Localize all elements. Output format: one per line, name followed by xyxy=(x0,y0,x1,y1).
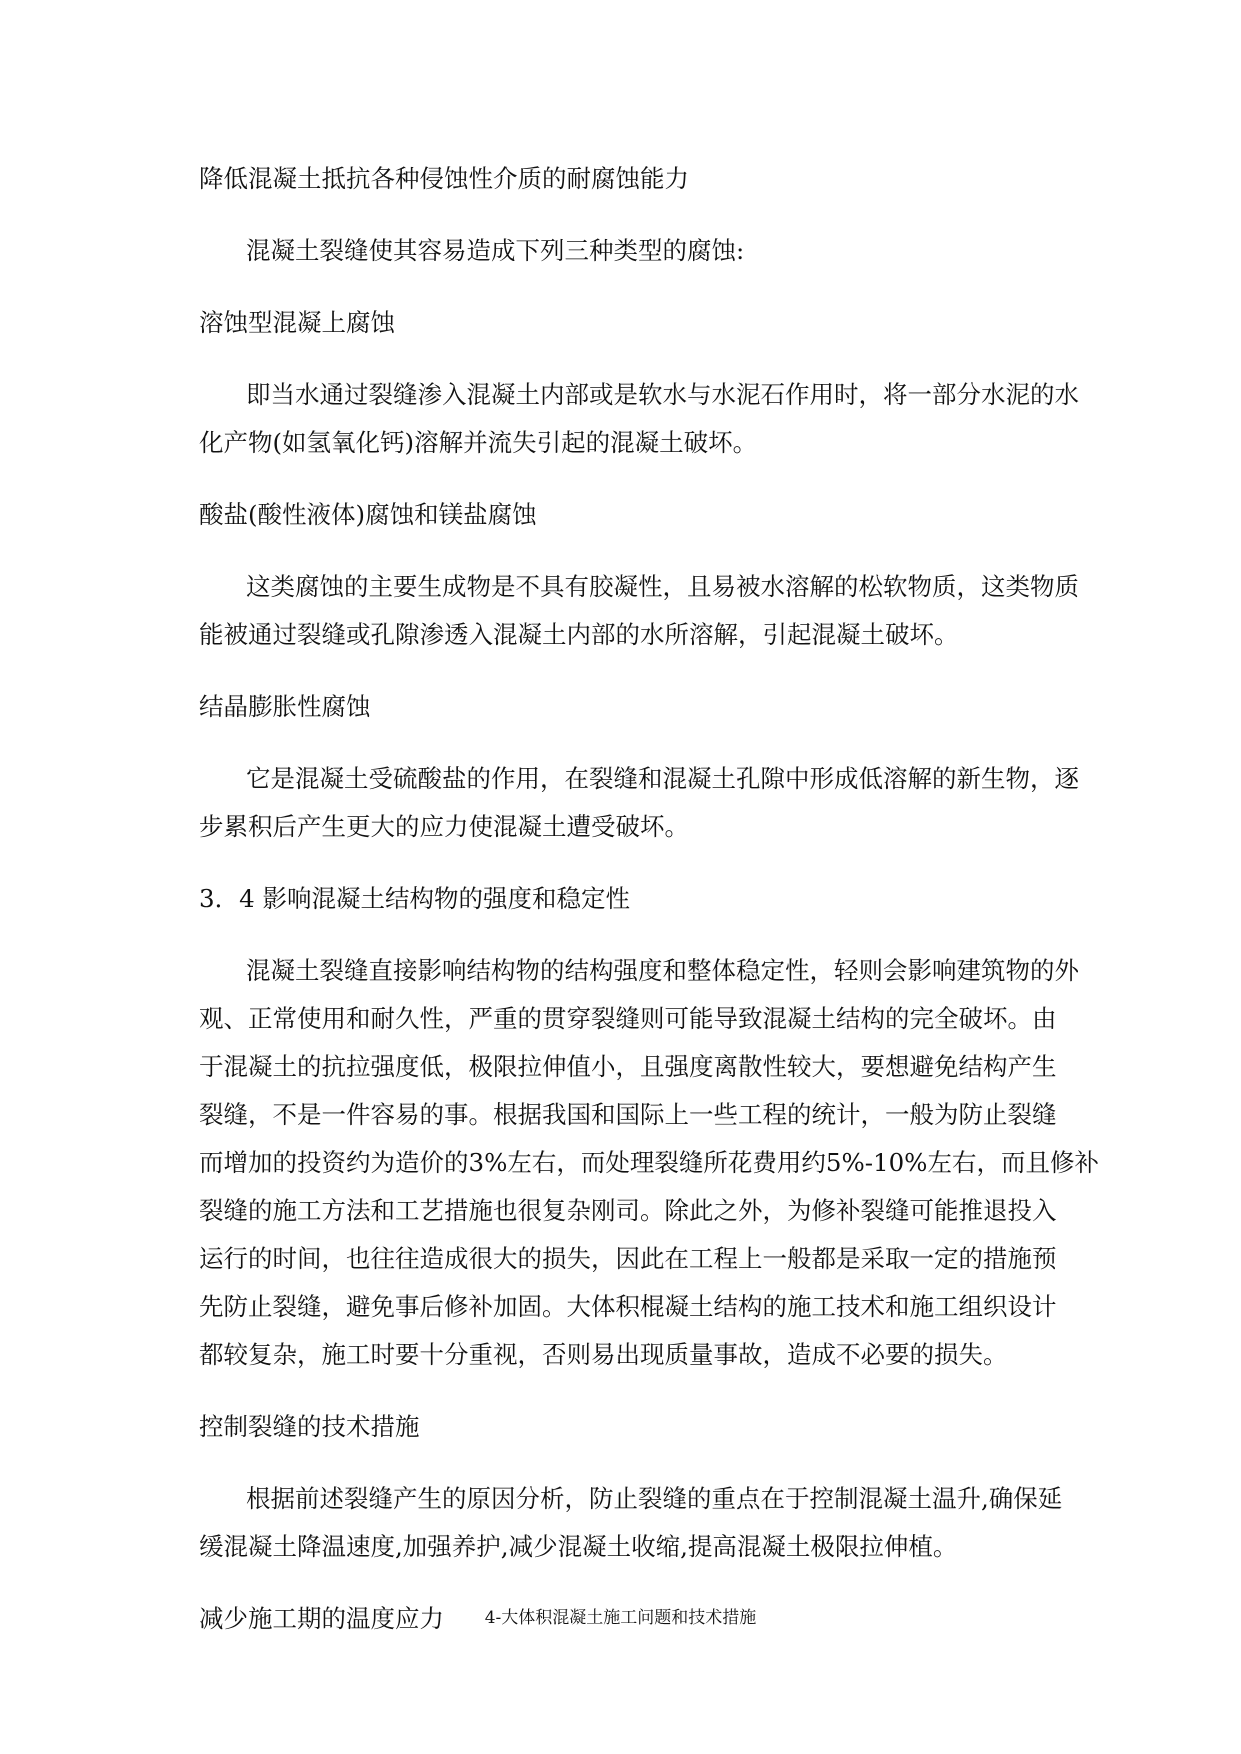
paragraph-line: 混凝土裂缝直接影响结构物的结构强度和整体稳定性，轻则会影响建筑物的外 xyxy=(246,956,1079,985)
page-footer: 4-大体积混凝土施工问题和技术措施 xyxy=(484,1608,757,1628)
paragraph-line: 它是混凝土受硫酸盐的作用，在裂缝和混凝土孔隙中形成低溶解的新生物，逐 xyxy=(246,764,1079,793)
paragraph-line: 于混凝土的抗拉强度低，极限拉伸值小，且强度离散性较大，要想避免结构产生 xyxy=(199,1052,1057,1081)
paragraph-line: 根据前述裂缝产生的原因分析，防止裂缝的重点在于控制混凝土温升,确保延 xyxy=(246,1484,1063,1513)
paragraph-line: 步累积后产生更大的应力使混凝土遭受破坏。 xyxy=(199,812,689,841)
section-heading: 结晶膨胀性腐蚀 xyxy=(199,692,371,721)
paragraph-line: 能被通过裂缝或孔隙渗透入混凝土内部的水所溶解，引起混凝土破坏。 xyxy=(199,620,959,649)
section-heading: 酸盐(酸性液体)腐蚀和镁盐腐蚀 xyxy=(199,500,537,529)
section-heading: 减少施工期的温度应力 xyxy=(199,1604,444,1633)
paragraph-line: 都较复杂，施工时要十分重视，否则易出现质量事故，造成不必要的损失。 xyxy=(199,1340,1008,1369)
paragraph-line: 即当水通过裂缝渗入混凝土内部或是软水与水泥石作用时，将一部分水泥的水 xyxy=(246,380,1079,409)
section-heading: 溶蚀型混凝上腐蚀 xyxy=(199,308,395,337)
paragraph-line: 先防止裂缝，避免事后修补加固。大体积棍凝土结构的施工技术和施工组织设计 xyxy=(199,1292,1057,1321)
paragraph-line: 观、正常使用和耐久性，严重的贯穿裂缝则可能导致混凝土结构的完全破坏。由 xyxy=(199,1004,1057,1033)
paragraph-line: 混凝土裂缝使其容易造成下列三种类型的腐蚀: xyxy=(246,236,745,265)
paragraph-line: 而增加的投资约为造价的3%左右，而处理裂缝所花费用约5%-10%左右，而且修补 xyxy=(199,1148,1099,1177)
paragraph-line: 缓混凝土降温速度,加强养护,减少混凝土收缩,提高混凝土极限拉伸植。 xyxy=(199,1532,958,1561)
section-heading: 控制裂缝的技术措施 xyxy=(199,1412,420,1441)
paragraph-line: 裂缝的施工方法和工艺措施也很复杂刚司。除此之外，为修补裂缝可能推退投入 xyxy=(199,1196,1057,1225)
paragraph-line: 裂缝，不是一件容易的事。根据我国和国际上一些工程的统计，一般为防止裂缝 xyxy=(199,1100,1057,1129)
section-heading: 降低混凝土抵抗各种侵蚀性介质的耐腐蚀能力 xyxy=(199,164,689,193)
paragraph-line: 化产物(如氢氧化钙)溶解并流失引起的混凝土破坏。 xyxy=(199,428,758,457)
paragraph-line: 这类腐蚀的主要生成物是不具有胶凝性，且易被水溶解的松软物质，这类物质 xyxy=(246,572,1079,601)
paragraph-line: 运行的时间，也往往造成很大的损失，因此在工程上一般都是采取一定的措施预 xyxy=(199,1244,1057,1273)
document-body xyxy=(199,155,1099,1643)
section-heading: 3．4 影响混凝土结构物的强度和稳定性 xyxy=(199,884,630,913)
